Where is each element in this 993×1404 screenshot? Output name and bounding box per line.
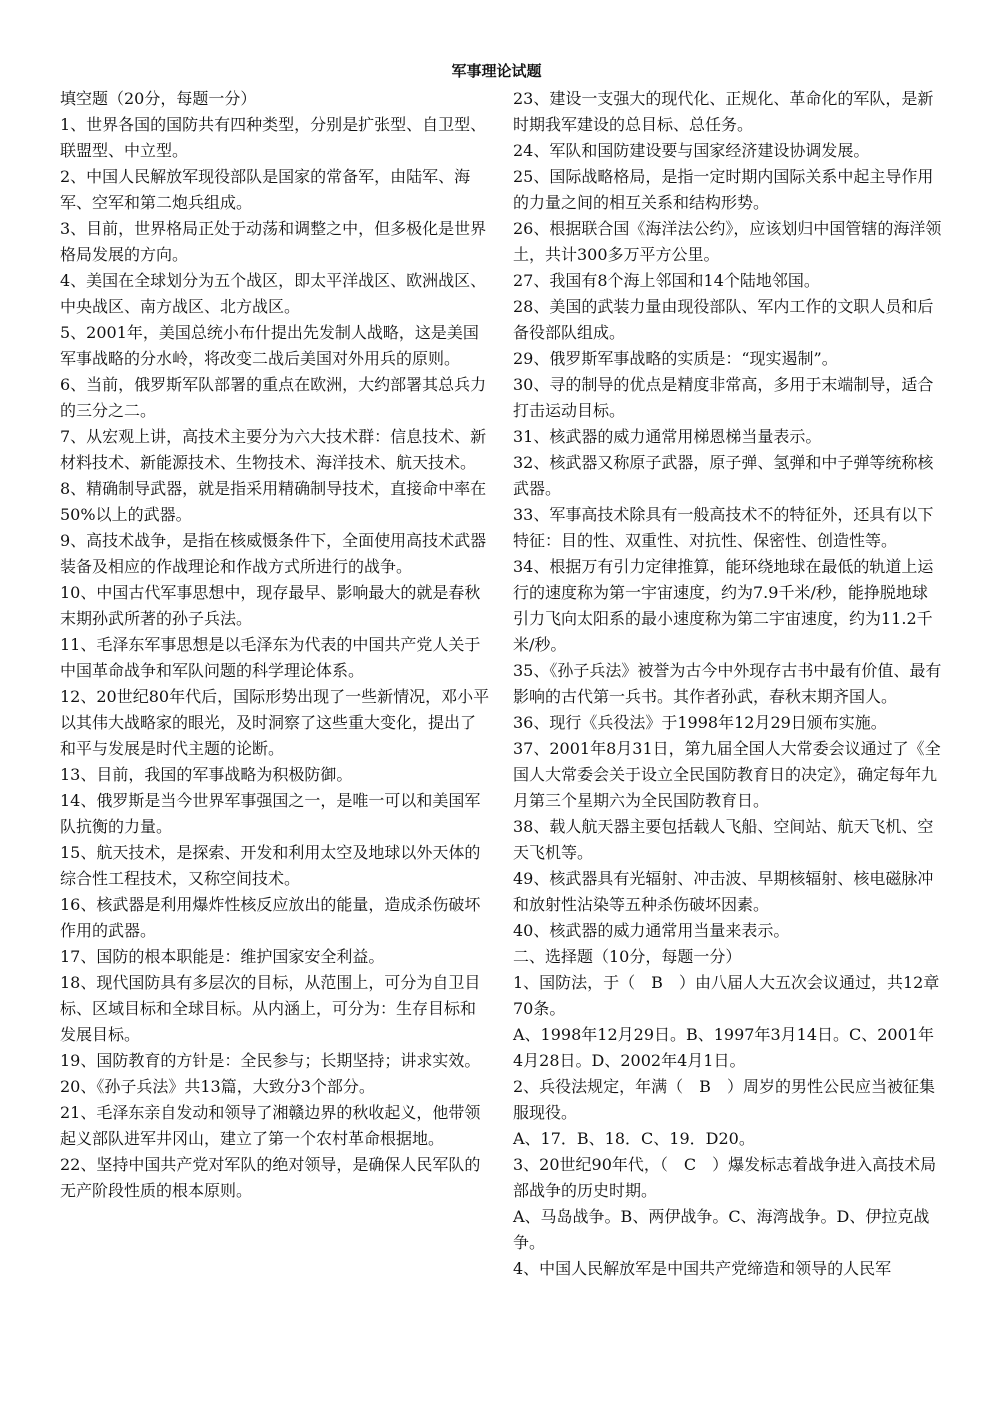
- question-item: 27、我国有8个海上邻国和14个陆地邻国。: [513, 271, 820, 290]
- section-heading-multiple-choice: 二、选择题（10分，每题一分）: [513, 947, 742, 966]
- question-item: 16、核武器是利用爆炸性核反应放出的能量，造成杀伤破坏作用的武器。: [60, 895, 481, 940]
- section-heading-fill-blank: 填空题（20分，每题一分）: [60, 89, 257, 108]
- answer-options: A、17．B、18．C、19．D20。: [513, 1129, 755, 1148]
- question-item: 2、兵役法规定，年满（ B ）周岁的男性公民应当被征集服现役。: [513, 1077, 935, 1122]
- question-item: 23、建设一支强大的现代化、正规化、革命化的军队，是新时期我军建设的总目标、总任务。: [513, 89, 934, 134]
- question-item: 30、寻的制导的优点是精度非常高，多用于末端制导，适合打击运动目标。: [513, 375, 934, 420]
- question-item: 22、坚持中国共产党对军队的绝对领导，是确保人民军队的无产阶段性质的根本原则。: [60, 1155, 481, 1200]
- question-item: 36、现行《兵役法》于1998年12月29日颁布实施。: [513, 713, 887, 732]
- question-item: 28、美国的武装力量由现役部队、军内工作的文职人员和后备役部队组成。: [513, 297, 934, 342]
- question-item: 37、2001年8月31日，第九届全国人大常委会议通过了《全国人大常委会关于设立全民国防教育日的决定》，确定每年九月第三个星期六为全民国防教育日。: [513, 739, 941, 810]
- question-item: 3、20世纪90年代，（ C ）爆发标志着战争进入高技术局部战争的历史时期。: [513, 1155, 937, 1200]
- question-item: 9、高技术战争，是指在核威慑条件下，全面使用高技术武器装备及相应的作战理论和作战方式所进行的战争。: [60, 531, 487, 576]
- right-column: [513, 86, 943, 1282]
- question-item: 2、中国人民解放军现役部队是国家的常备军，由陆军、海军、空军和第二炮兵组成。: [60, 167, 471, 212]
- answer-options: A、马岛战争。B、两伊战争。C、海湾战争。D、伊拉克战争。: [513, 1207, 930, 1252]
- question-item: 26、根据联合国《海洋法公约》，应该划归中国管辖的海洋领土，共计300多万平方公里。: [513, 219, 942, 264]
- question-item: 21、毛泽东亲自发动和领导了湘赣边界的秋收起义，他带领起义部队进军井冈山，建立了第一个农村革命根据地。: [60, 1103, 481, 1148]
- question-item: 33、军事高技术除具有一般高技术不的特征外，还具有以下特征：目的性、双重性、对抗性、保密性、创造性等。: [513, 505, 934, 550]
- question-item: 38、载人航天器主要包括载人飞船、空间站、航天飞机、空天飞机等。: [513, 817, 934, 862]
- question-item: 17、国防的根本职能是：维护国家安全利益。: [60, 947, 385, 966]
- question-item: 32、核武器又称原子武器，原子弹、氢弹和中子弹等统称核武器。: [513, 453, 934, 498]
- question-item: 13、目前，我国的军事战略为积极防御。: [60, 765, 353, 784]
- question-item: 5、2001年，美国总统小布什提出先发制人战略，这是美国军事战略的分水岭，将改变二战后美国对外用兵的原则。: [60, 323, 479, 368]
- question-item: 18、现代国防具有多层次的目标，从范围上，可分为自卫目标、区域目标和全球目标。从内涵上，可分为：生存目标和发展目标。: [60, 973, 481, 1044]
- question-item: 1、国防法，于（ B ）由八届人大五次会议通过，共12章70条。: [513, 973, 940, 1018]
- question-item: 3、目前，世界格局正处于动荡和调整之中，但多极化是世界格局发展的方向。: [60, 219, 487, 264]
- question-item: 24、军队和国防建设要与国家经济建设协调发展。: [513, 141, 870, 160]
- left-column: [60, 86, 490, 1204]
- question-item: 7、从宏观上讲，高技术主要分为六大技术群：信息技术、新材料技术、新能源技术、生物技术、海洋技术、航天技术。: [60, 427, 487, 472]
- question-item: 31、核武器的威力通常用梯恩梯当量表示。: [513, 427, 822, 446]
- question-item: 19、国防教育的方针是：全民参与；长期坚持；讲求实效。: [60, 1051, 481, 1070]
- question-item: 6、当前，俄罗斯军队部署的重点在欧洲，大约部署其总兵力的三分之二。: [60, 375, 487, 420]
- question-item: 11、毛泽东军事思想是以毛泽东为代表的中国共产党人关于中国革命战争和军队问题的科学理论体系。: [60, 635, 481, 680]
- question-item: 4、美国在全球划分为五个战区，即太平洋战区、欧洲战区、中央战区、南方战区、北方战区。: [60, 271, 487, 316]
- question-item: 29、俄罗斯军事战略的实质是：“现实遏制”。: [513, 349, 838, 368]
- question-item: 35、《孙子兵法》被誉为古今中外现存古书中最有价值、最有影响的古代第一兵书。其作者孙武，春秋末期齐国人。: [513, 661, 942, 706]
- question-item: 40、核武器的威力通常用当量来表示。: [513, 921, 790, 940]
- question-item: 1、世界各国的国防共有四种类型，分别是扩张型、自卫型、联盟型、中立型。: [60, 115, 487, 160]
- question-item: 8、精确制导武器，就是指采用精确制导技术，直接命中率在50%以上的武器。: [60, 479, 487, 524]
- question-item: 15、航天技术，是探索、开发和利用太空及地球以外天体的综合性工程技术，又称空间技术。: [60, 843, 481, 888]
- question-item: 4、中国人民解放军是中国共产党缔造和领导的人民军: [513, 1259, 892, 1278]
- question-item: 25、国际战略格局，是指一定时期内国际关系中起主导作用的力量之间的相互关系和结构形势。: [513, 167, 934, 212]
- question-item: 49、核武器具有光辐射、冲击波、早期核辐射、核电磁脉冲和放射性沾染等五种杀伤破坏因素。: [513, 869, 934, 914]
- question-item: 20、《孙子兵法》共13篇，大致分3个部分。: [60, 1077, 375, 1096]
- question-item: 34、根据万有引力定律推算，能环绕地球在最低的轨道上运行的速度称为第一宇宙速度，约为7.9千米/秒，能挣脱地球引力飞向太阳系的最小速度称为第二宇宙速度，约为11.2千米/秒。: [513, 557, 934, 654]
- answer-options: A、1998年12月29日。B、1997年3月14日。C、2001年4月28日。D、2002年4月1日。: [513, 1025, 934, 1070]
- page-title: 军事理论试题: [451, 62, 542, 80]
- question-item: 12、20世纪80年代后，国际形势出现了一些新情况，邓小平以其伟大战略家的眼光，及时洞察了这些重大变化，提出了和平与发展是时代主题的论断。: [60, 687, 490, 758]
- question-item: 10、中国古代军事思想中，现存最早、影响最大的就是春秋末期孙武所著的孙子兵法。: [60, 583, 481, 628]
- question-item: 14、俄罗斯是当今世界军事强国之一，是唯一可以和美国军队抗衡的力量。: [60, 791, 481, 836]
